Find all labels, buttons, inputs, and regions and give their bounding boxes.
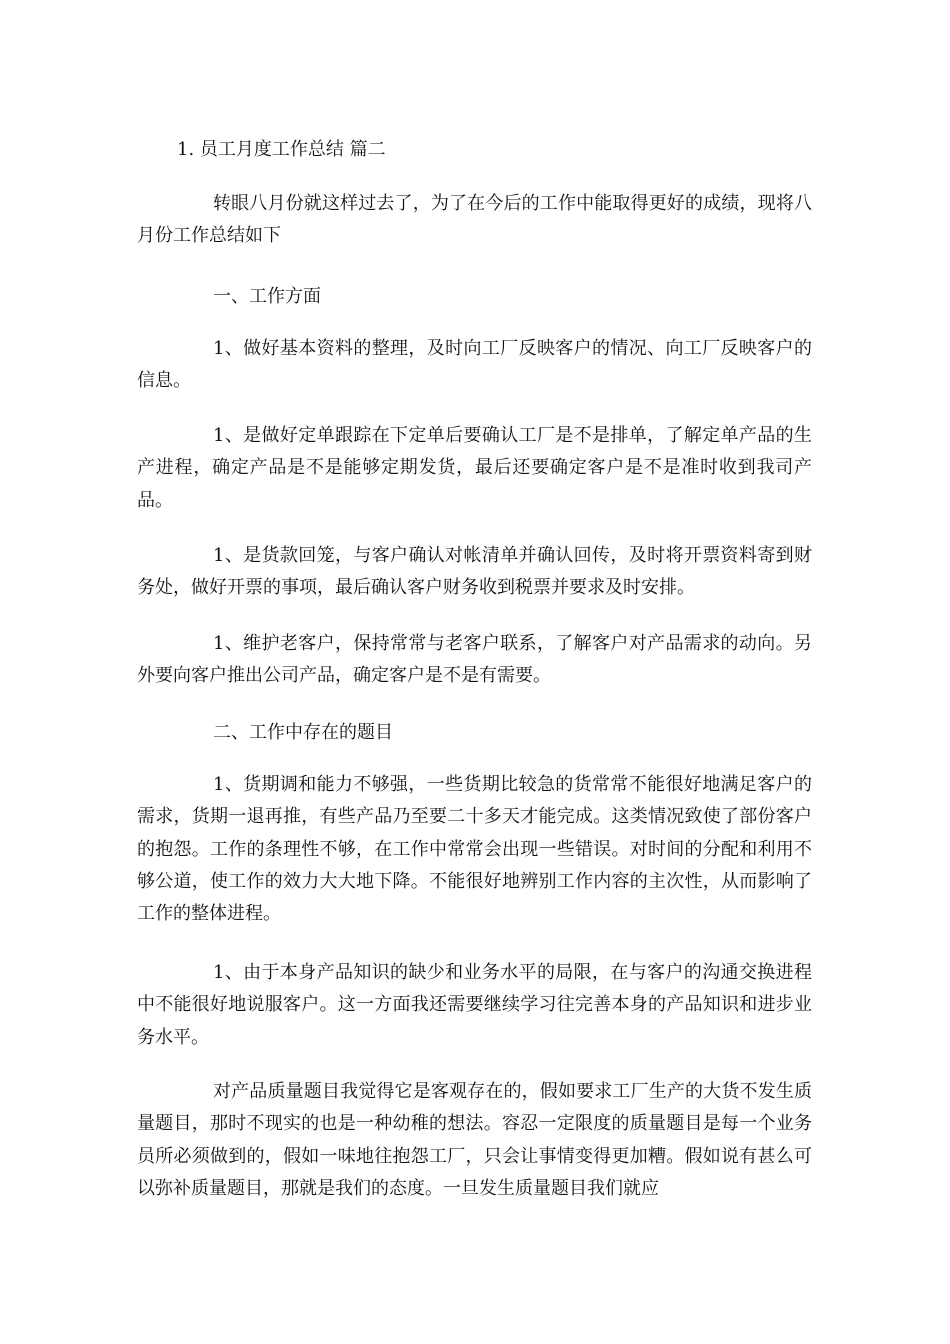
section-heading-problems: 二、工作中存在的题目	[213, 722, 393, 743]
work-item-paragraph: 1、维护老客户，保持常常与老客户联系，了解客户对产品需求的动向。另外要向客户推出公司产品，确定客户是不是有需要。	[137, 633, 812, 687]
work-item-paragraph: 1、是货款回笼，与客户确认对帐清单并确认回传，及时将开票资料寄到财务处，做好开票的事项，最后确认客户财务收到税票并要求及时安排。	[137, 545, 812, 599]
document-title: 1. 员工月度工作总结 篇二	[177, 139, 386, 160]
problem-item-paragraph: 1、货期调和能力不够强，一些货期比较急的货常常不能很好地满足客户的需求，货期一退再推，有些产品乃至要二十多天才能完成。这类情况致使了部份客户的抱怨。工作的条理性不够，在工作中常常会出现一些错误。对时间的分配和利用不够公道，使工作的效力大大地下降。不能很好地辨别工作内容的主次性，从而影响了工作的整体进程。	[137, 774, 812, 925]
intro-paragraph: 转眼八月份就这样过去了，为了在今后的工作中能取得更好的成绩，现将八月份工作总结如下	[137, 193, 812, 247]
problem-item-paragraph: 对产品质量题目我觉得它是客观存在的，假如要求工厂生产的大货不发生质量题目，那时不现实的也是一种幼稚的想法。容忍一定限度的质量题目是每一个业务员所必须做到的，假如一味地往抱怨工厂，只会让事情变得更加糟。假如说有甚么可以弥补质量题目，那就是我们的态度。一旦发生质量题目我们就应	[137, 1081, 812, 1199]
work-item-paragraph: 1、做好基本资料的整理，及时向工厂反映客户的情况、向工厂反映客户的信息。	[137, 338, 812, 392]
problem-item-paragraph: 1、由于本身产品知识的缺少和业务水平的局限，在与客户的沟通交换进程中不能很好地说服客户。这一方面我还需要继续学习往完善本身的产品知识和进步业务水平。	[137, 962, 812, 1048]
section-heading-work: 一、工作方面	[213, 286, 321, 307]
work-item-paragraph: 1、是做好定单跟踪在下定单后要确认工厂是不是排单，了解定单产品的生产进程，确定产品是不是能够定期发货，最后还要确定客户是不是准时收到我司产品。	[137, 425, 812, 511]
